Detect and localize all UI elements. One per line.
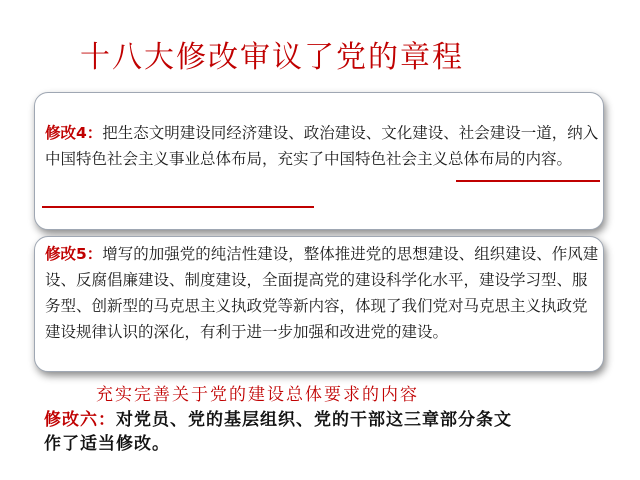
amendment-6-body: 对党员、党的基层组织、党的干部这三章部分条文: [116, 410, 512, 430]
amendment-6-text: [44, 408, 640, 456]
amendment-5-card: [34, 236, 604, 372]
subheading: 充实完善关于党的建设总体要求的内容: [96, 385, 419, 405]
amendment-4-card: [34, 92, 604, 230]
amendment-6-line-1: [44, 408, 640, 432]
amendment-5-body: 增写的加强党的纯洁性建设，整体推进党的思想建设、组织建设、作风建设、反腐倡廉建设、制度建设，全面提高党的建设科学化水平，建设学习型、服务型、创新型的马克思主义执政党等新内容，体现了我们党对马克思主义执政党建设规律认识的深化，有利于进一步加强和改进党的建设。: [45, 245, 599, 341]
amendment-4-label: 修改4：: [45, 124, 103, 142]
slide-title: 十八大修改审议了党的章程: [80, 40, 464, 75]
amendment-4-highlight: 充实了中国特色社会主义总体布局的内容。: [277, 150, 573, 168]
amendment-5-text: [45, 241, 601, 345]
amendment-4-text: [45, 120, 601, 172]
highlight-underline: [456, 180, 600, 182]
amendment-4-body: 把生态文明建设同经济建设、政治建设、文化建设、社会建设一道，纳入中国特色社会主义事业总体布局，: [45, 124, 599, 168]
amendment-6-label: 修改六：: [44, 410, 116, 430]
amendment-6-line-2: 作了适当修改。: [44, 434, 170, 454]
amendment-5-label: 修改5：: [45, 245, 103, 263]
highlight-underline: [42, 206, 314, 208]
